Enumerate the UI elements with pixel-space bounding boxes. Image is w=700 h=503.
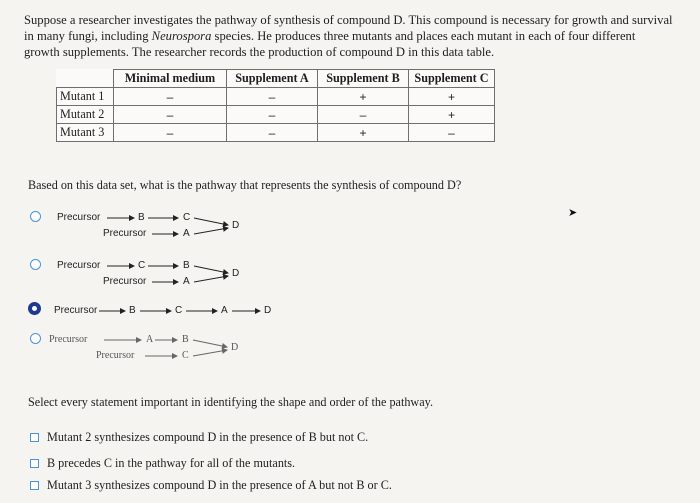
table-cell: + bbox=[318, 88, 409, 106]
option-3-step-4: A bbox=[221, 305, 228, 316]
statement-2[interactable] bbox=[30, 456, 295, 471]
table-cell: – bbox=[227, 106, 318, 124]
table-cell: – bbox=[227, 124, 318, 142]
option-1-radio[interactable] bbox=[30, 211, 41, 222]
option-3-step-1: Precursor bbox=[54, 305, 98, 316]
option-1-line1-end: C bbox=[183, 212, 191, 223]
table-cell: + bbox=[318, 124, 409, 142]
row-label: Mutant 3 bbox=[57, 124, 114, 142]
intro-organism: Neurospora bbox=[151, 29, 212, 43]
option-4-line1-start: Precursor bbox=[49, 334, 88, 345]
col-header-supp-c: Supplement C bbox=[409, 70, 495, 88]
table-row bbox=[57, 124, 495, 142]
table-row bbox=[57, 88, 495, 106]
option-3-step-3: C bbox=[175, 305, 183, 316]
intro-text-1: Suppose a researcher investigates the pathway of synthesis of compound D. This compound is necessary for growth and survival in many fungi, including bbox=[24, 13, 673, 43]
table-cell: – bbox=[318, 106, 409, 124]
option-2-line1-start: Precursor bbox=[57, 260, 101, 271]
option-4-arrow-4 bbox=[193, 340, 227, 347]
table-corner bbox=[57, 70, 114, 88]
option-2-arrow-4 bbox=[194, 266, 228, 273]
option-1-product: D bbox=[232, 220, 240, 231]
option-4-line1-end: B bbox=[182, 334, 189, 345]
option-3-step-5: D bbox=[264, 305, 272, 316]
intro-paragraph bbox=[24, 12, 674, 60]
option-1-line1-start: Precursor bbox=[57, 212, 101, 223]
option-2-radio[interactable] bbox=[30, 259, 41, 270]
statement-2-checkbox[interactable] bbox=[30, 459, 39, 468]
statement-3[interactable] bbox=[30, 478, 392, 493]
row-label: Mutant 2 bbox=[57, 106, 114, 124]
col-header-minimal: Minimal medium bbox=[114, 70, 227, 88]
statement-2-text: B precedes C in the pathway for all of the mutants. bbox=[47, 456, 296, 470]
select-instruction: Select every statement important in identifying the shape and order of the pathway. bbox=[28, 395, 433, 409]
option-2-product: D bbox=[232, 268, 240, 279]
option-1-line2-end: A bbox=[183, 228, 190, 239]
option-4-line2-start: Precursor bbox=[96, 350, 135, 361]
option-2-line1-mid: C bbox=[138, 260, 146, 271]
option-1-arrow-5 bbox=[194, 228, 228, 234]
table-cell: – bbox=[227, 88, 318, 106]
option-2-arrow-5 bbox=[194, 276, 228, 282]
table-row bbox=[57, 106, 495, 124]
option-2-line2-end: A bbox=[183, 276, 190, 287]
col-header-supp-b: Supplement B bbox=[318, 70, 409, 88]
statement-3-checkbox[interactable] bbox=[30, 481, 39, 490]
table-header-row bbox=[57, 70, 495, 88]
table-cell: – bbox=[409, 124, 495, 142]
option-2-line1-end: B bbox=[183, 260, 190, 271]
table-cell: + bbox=[409, 106, 495, 124]
statement-1-text: Mutant 2 synthesizes compound D in the presence of B but not C. bbox=[47, 430, 369, 444]
mouse-cursor-icon: ➤ bbox=[568, 206, 578, 219]
option-3-step-2: B bbox=[129, 305, 136, 316]
option-4-arrow-5 bbox=[193, 350, 227, 356]
data-table bbox=[56, 69, 495, 142]
option-4-line2-end: C bbox=[182, 350, 189, 361]
option-1-arrow-4 bbox=[194, 218, 228, 225]
option-1-line2-start: Precursor bbox=[103, 228, 147, 239]
option-4-radio[interactable] bbox=[30, 333, 41, 344]
table-cell: – bbox=[114, 106, 227, 124]
option-3-radio[interactable] bbox=[28, 302, 41, 315]
table-cell: + bbox=[409, 88, 495, 106]
table-cell: – bbox=[114, 124, 227, 142]
option-1-line1-mid: B bbox=[138, 212, 145, 223]
col-header-supp-a: Supplement A bbox=[227, 70, 318, 88]
row-label: Mutant 1 bbox=[57, 88, 114, 106]
option-4-line1-mid: A bbox=[146, 334, 154, 345]
intro-text-2: species. He produces three mutants and places each mutant in each of four different growth supplements. The researcher records the production of compound D in this data table. bbox=[24, 29, 636, 59]
statement-3-text: Mutant 3 synthesizes compound D in the presence of A but not B or C. bbox=[47, 478, 392, 492]
option-2-line2-start: Precursor bbox=[103, 276, 147, 287]
option-4-product: D bbox=[231, 342, 239, 353]
statement-1-checkbox[interactable] bbox=[30, 433, 39, 442]
question-text: Based on this data set, what is the pathway that represents the synthesis of compound D? bbox=[28, 178, 462, 192]
statement-1[interactable] bbox=[30, 430, 368, 445]
table-cell: – bbox=[114, 88, 227, 106]
